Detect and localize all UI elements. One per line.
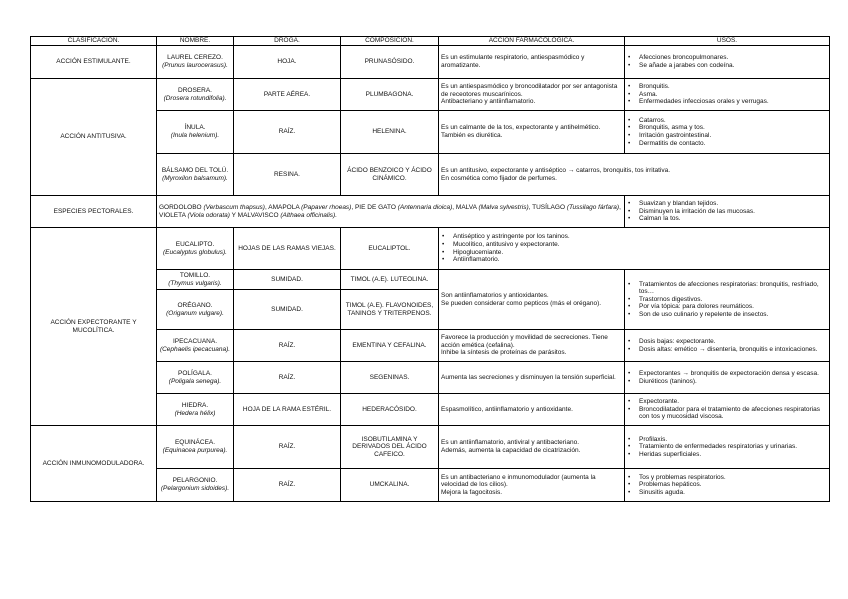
list-item: • Problemas hepáticos.	[637, 481, 827, 489]
accion-cell	[439, 426, 625, 469]
list-item: • Irritación gastrointestinal.	[637, 132, 827, 140]
scientific-name: (Myroxilon balsamum).	[162, 174, 228, 182]
usos-cell	[625, 426, 830, 469]
usos-list	[627, 370, 827, 385]
accion-text: Además, aumenta la capacidad de cicatrización.	[441, 447, 581, 454]
composicion-cell: PRUNASÓSIDO.	[341, 46, 439, 79]
list-item: • Tratamiento de enfermedades respiratorias y urinarias.	[637, 443, 827, 451]
accion-text: También es diurética.	[441, 132, 503, 139]
scientific-name: (Verbascum thapsus)	[203, 203, 265, 211]
pharmacology-table-sheet	[30, 36, 829, 502]
accion-cell	[439, 111, 625, 154]
accion-text: Es un antiespasmódico y broncodilatador por ser antagonista de receotores muscarínicos.	[441, 83, 618, 98]
nombre-cell	[157, 469, 234, 502]
composicion-cell: HEDERACÓSIDO.	[341, 394, 439, 426]
scientific-name: (Viola odorata)	[187, 211, 230, 219]
list-item: • Bronquitis, asma y tos.	[637, 124, 827, 132]
header-composicion: COMPOSICIÓN.	[341, 37, 439, 46]
scientific-name: (Pelargonium sidoides).	[160, 485, 230, 492]
nombre-text: LAUREL CEREZO.	[167, 54, 223, 62]
header-accion: ACCIÓN FARMACOLÓGICA.	[439, 37, 625, 46]
usos-cell	[625, 330, 830, 362]
accion-text: Mejora la fagocitosis.	[441, 488, 503, 496]
accion-cell	[439, 154, 830, 196]
row-drosera	[31, 79, 830, 111]
list-item: • Mucolítico, antitusivo y expectorante.	[451, 241, 827, 249]
list-item: • Expectorantes → bronquitis de expectoración densa y escasa.	[637, 370, 827, 378]
scientific-name: (Origanum vulgare).	[166, 309, 224, 317]
list-item: • Tratamientos de afecciones respiratorias: bronquitis, resfriado, tos…	[637, 281, 827, 296]
nombre-cell	[157, 290, 234, 330]
list-item: • Disminuyen la irritación de las mucosas.	[637, 208, 827, 216]
list-item: • Suavizan y blandan tejidos.	[637, 200, 827, 208]
droga-cell: RESINA.	[234, 154, 341, 196]
list-item: • Broncodilatador para el tratamiento de afecciones respiratorias con tos y mucosidad viscosa.	[637, 406, 827, 421]
usos-cell	[625, 111, 830, 154]
composicion-cell: EMENTINA Y CEFALINA.	[341, 330, 439, 362]
list-item: • Profilaxis.	[637, 436, 827, 444]
scientific-name: (Drosera rotundifolia).	[163, 94, 227, 102]
droga-cell: SUMIDAD.	[234, 270, 341, 290]
nombre-text: ORÉGANO.	[177, 301, 213, 309]
species-name: GORDOLOBO	[159, 203, 202, 211]
accion-text: Es un antiinflamatorio, antiviral y antibacteriano.	[441, 439, 580, 447]
scientific-name: (Thymus vulgaris).	[168, 279, 222, 287]
nombre-text: ÍNULA.	[184, 124, 206, 132]
composicion-cell: EUCALIPTOL.	[341, 228, 439, 270]
scientific-name: (Althaea officinalis).	[280, 211, 338, 219]
header-droga: DROGA.	[234, 37, 341, 46]
species-name: , TUSÍLAGO	[528, 203, 566, 211]
accion-cell	[439, 79, 625, 111]
list-item: • Son de uso culinario y repelente de insectos.	[637, 311, 827, 319]
composicion-cell: ÁCIDO BENZOICO Y ÁCIDO CINÁMICO.	[341, 154, 439, 196]
composicion-cell: PLUMBAGONA.	[341, 79, 439, 111]
droga-cell: HOJA.	[234, 46, 341, 79]
nombre-text: PELARGONIO.	[172, 477, 218, 485]
list-item: • Trastornos digestivos.	[637, 296, 827, 304]
species-name: Y MALVAVISCO	[229, 211, 279, 219]
nombre-cell	[157, 330, 234, 362]
usos-cell	[625, 362, 830, 394]
composicion-cell: UMCKALINA.	[341, 469, 439, 502]
composicion-cell: SEGENINAS.	[341, 362, 439, 394]
nombre-text: HIEDRA.	[181, 401, 209, 409]
list-item: • Se añade a jarabes con codeína.	[637, 62, 827, 70]
droga-cell: RAÍZ.	[234, 469, 341, 502]
scientific-name: (Eucalyptus globulus).	[163, 248, 227, 256]
list-item: • Por vía tópica: para dolores reumáticos.	[637, 303, 827, 311]
accion-text: Se pueden considerar como pepticos (más el orégano).	[441, 299, 602, 307]
droga-cell: RAÍZ.	[234, 111, 341, 154]
usos-cell	[625, 79, 830, 111]
list-item: • Expectorante.	[637, 398, 827, 406]
accion-cell: Es un estimulante respiratorio, antiespasmódico y aromatizante.	[439, 46, 625, 79]
composicion-cell: TIMOL (A.E). LUTEOLINA.	[341, 270, 439, 290]
clasif-antitusiva: ACCIÓN ANTITUSIVA.	[31, 79, 157, 196]
usos-list	[627, 281, 827, 319]
row-especies-pectorales	[31, 196, 830, 228]
accion-text: Es un antibacteriano e inmunomodulador (aumenta la velocidad de los cilios).	[441, 473, 596, 489]
clasif-inmunomoduladora: ACCIÓN INMUNOMODULADORA.	[31, 426, 157, 502]
accion-cell	[439, 270, 625, 330]
nombre-text: DROSERA.	[178, 86, 212, 94]
droga-cell: RAÍZ.	[234, 330, 341, 362]
list-item: • Dermatitis de contacto.	[637, 140, 827, 148]
usos-cell	[625, 270, 830, 330]
nombre-text: POLÍGALA.	[178, 369, 212, 377]
row-eucalipto	[31, 228, 830, 270]
species-name: , PIE DE GATO	[351, 203, 396, 211]
nombre-cell	[157, 228, 234, 270]
scientific-name: (Poligala senega).	[168, 377, 222, 385]
clasif-estimulante: ACCIÓN ESTIMULANTE.	[31, 46, 157, 79]
usos-cell	[625, 394, 830, 426]
usos-list	[627, 54, 827, 69]
accion-text: Favorece la producción y movilidad de secreciones. Tiene acción emética (cefalina).	[441, 334, 608, 349]
scientific-name: (Hedera hélix)	[174, 409, 216, 417]
scientific-name: (Tussilago fárfara)	[566, 203, 620, 211]
accion-cell: Espasmolítico, antiinflamatorio y antioxidante.	[439, 394, 625, 426]
list-item: • Sinusitis aguda.	[637, 489, 827, 497]
header-nombre: NOMBRE.	[157, 37, 234, 46]
nombre-cell	[157, 362, 234, 394]
header-clasificacion: CLASIFICACIÓN.	[31, 37, 157, 46]
nombre-text: IPECACUANA.	[172, 337, 218, 345]
list-item: • Dosis bajas: expectorante.	[637, 338, 827, 346]
nombre-cell	[157, 394, 234, 426]
usos-cell	[625, 196, 830, 228]
row-laurel-cerezo	[31, 46, 830, 79]
header-row	[31, 37, 830, 46]
list-item: • Asma.	[637, 91, 827, 99]
nombre-text: EUCALIPTO.	[175, 240, 215, 248]
usos-list	[627, 436, 827, 459]
droga-cell: PARTE AÉREA.	[234, 79, 341, 111]
list-item: • Tos y problemas respiratorios.	[637, 474, 827, 482]
usos-list	[627, 474, 827, 497]
list-item: • Antiinflamatorio.	[451, 256, 827, 264]
scientific-name: (Prunus laurocerasus).	[162, 62, 228, 69]
droga-cell: SUMIDAD.	[234, 290, 341, 330]
list-item: • Hipoglucemiante.	[451, 249, 827, 257]
scientific-name: (Antennaria dioica)	[397, 203, 453, 211]
nombre-cell	[157, 270, 234, 290]
composicion-cell: ISOBUTILAMINA Y DERIVADOS DEL ÁCIDO CAFEICO.	[341, 426, 439, 469]
species-name: , VIOLETA	[159, 203, 621, 219]
nombre-cell	[157, 426, 234, 469]
composicion-cell: HELENINA.	[341, 111, 439, 154]
scientific-name: (Inula helenium).	[170, 132, 220, 139]
scientific-name: (Equinacea purpurea).	[162, 447, 228, 454]
accion-text: En cosmética como fijador de perfumes.	[441, 174, 557, 182]
accion-text: Es un antitusivo, expectorante y antiséptico → catarros, bronquitis, tos irritativa.	[441, 166, 671, 174]
pectorales-species-cell	[157, 196, 625, 228]
usos-list	[627, 338, 827, 353]
usos-cell	[625, 46, 830, 79]
list-item: • Diuréticos (taninos).	[637, 378, 827, 386]
composicion-cell: TIMOL (A.E). FLAVONOIDES, TANINOS Y TRITERPENOS.	[341, 290, 439, 330]
accion-cell	[439, 330, 625, 362]
clasif-expectorante: ACCIÓN EXPECTORANTE Y MUCOLÍTICA.	[31, 228, 157, 426]
droga-cell: HOJA DE LA RAMA ESTÉRIL.	[234, 394, 341, 426]
droga-cell: HOJAS DE LAS RAMAS VIEJAS.	[234, 228, 341, 270]
usos-list	[627, 117, 827, 147]
pharmacology-table	[30, 36, 830, 502]
scientific-name: (Malva sylvestris)	[478, 203, 529, 211]
list-item: • Catarros.	[637, 117, 827, 125]
nombre-text: EQUINÁCEA.	[174, 439, 216, 447]
scientific-name: (Papaver rhoeas)	[301, 203, 352, 211]
nombre-cell	[157, 154, 234, 196]
nombre-text: BÁLSAMO DEL TOLÚ.	[161, 166, 229, 174]
droga-cell: RAÍZ.	[234, 426, 341, 469]
species-name: , AMAPOLA	[264, 203, 300, 211]
usos-list	[627, 200, 827, 223]
list-item: • Bronquitis.	[637, 83, 827, 91]
accion-text: Inhibe la síntesis de proteínas de parásitos.	[441, 349, 567, 357]
usos-list	[627, 83, 827, 106]
accion-cell	[439, 228, 830, 270]
accion-text: Antibacteriano y antiinflamatorio.	[441, 98, 536, 106]
list-item: • Calman la tos.	[637, 215, 827, 223]
usos-cell	[625, 469, 830, 502]
list-item: • Antiséptico y astringente por los taninos.	[451, 233, 827, 241]
droga-cell: RAÍZ.	[234, 362, 341, 394]
list-item: • Afecciones broncopulmonares.	[637, 54, 827, 62]
nombre-cell	[157, 46, 234, 79]
nombre-cell	[157, 79, 234, 111]
usos-list	[627, 398, 827, 421]
accion-text: Es un calmante de la tos, expectorante y antihelmético.	[441, 124, 601, 132]
list-item: • Enfermedades infecciosas orales y verrugas.	[637, 98, 827, 106]
nombre-text: TOMILLO.	[179, 271, 211, 279]
clasif-pectorales: ESPECIES PECTORALES.	[31, 196, 157, 228]
header-usos: USOS.	[625, 37, 830, 46]
species-name: , MALVA	[452, 203, 477, 211]
row-equinacea	[31, 426, 830, 469]
accion-text: Son antiinflamatorios y antioxidantes.	[441, 291, 549, 299]
accion-cell	[439, 469, 625, 502]
list-item: • Heridas superficiales.	[637, 451, 827, 459]
accion-cell: Aumenta las secreciones y disminuyen la tensión superficial.	[439, 362, 625, 394]
list-item: • Dosis altas: emético → disentería, bronquitis e intoxicaciones.	[637, 346, 827, 354]
scientific-name: (Cephaelis ipecacuana).	[159, 345, 231, 353]
nombre-cell	[157, 111, 234, 154]
accion-list	[441, 233, 827, 263]
